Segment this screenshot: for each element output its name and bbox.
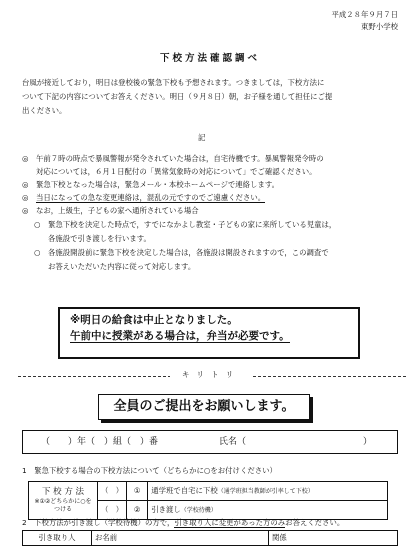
intro-line-3: 出ください。 xyxy=(22,106,67,115)
notice-box xyxy=(58,307,360,359)
q1-label: 1 緊急下校する場合の下校方法について（どちらかに○をお付けください） xyxy=(22,466,277,475)
q2-col-pickup: 引き取り人 xyxy=(23,531,92,546)
submit-banner: 全員のご提出をお願いします。 xyxy=(98,394,310,420)
intro-line-1: 台風が接近しており，明日は登校後の緊急下校も予想されます。つきましては，下校方法に xyxy=(22,78,325,87)
class-fields[interactable]: （ ）年（ ）組（ ）番 xyxy=(41,437,159,447)
sub-bullet-2b: お答えいただいた内容に従って対応します。 xyxy=(48,262,196,271)
q1-head-cell: 下 校 方 法 ※①②どちらかに○をつける xyxy=(29,482,98,520)
sub-bullet-1: ○ 緊急下校を決定した時点で，すでになかよし教室・子どもの家に来所している児童は， xyxy=(34,220,337,229)
q1-opt1-num: ① xyxy=(127,482,148,501)
q1-check-1[interactable]: （ ） xyxy=(98,482,127,501)
name-field-label[interactable]: 氏名（ xyxy=(219,437,247,447)
date: 平成２８年９月７日 xyxy=(331,10,398,19)
cut-label: キリトリ xyxy=(170,369,252,380)
q2-col-name[interactable]: お名前 xyxy=(92,531,269,546)
school-name: 東野小学校 xyxy=(361,22,398,31)
bullet-2: ◎ 緊急下校となった場合は，緊急メール・本校ホームページで連絡します。 xyxy=(22,180,280,189)
page-title: 下校方法確認調べ xyxy=(159,53,260,64)
sub-bullet-2: ○ 各施設開設前に緊急下校を決定した場合は，各施設は開設されますので，この調査で xyxy=(34,248,329,257)
bullet-3: ◎ 当日になっての急な変更連絡は，混乱の元ですのでご遠慮ください。 xyxy=(22,193,266,202)
notice-line-2: 午前中に授業がある場合は，弁当が必要です。 xyxy=(70,329,290,342)
q1-option-1: 通学班で自宅に下校（通学班担当教師が引率して下校） xyxy=(148,482,388,501)
bullet-4: ◎ なお，上級生，子どもの家へ通所されている場合 xyxy=(22,206,199,215)
bullet-1b: 対応については，６月１日配付の「異常気象時の対応について」でご確認ください。 xyxy=(36,167,317,176)
q2-table xyxy=(22,530,398,546)
q1-table xyxy=(28,481,388,520)
notice-line-1: ※明日の給食は中止となりました。 xyxy=(70,314,238,326)
q1-opt2-num: ② xyxy=(127,501,148,520)
intro-line-2: ついて下記の内容についてお答えください。明日（９月８日）朝，お子様を通して担任にご提 xyxy=(22,92,333,101)
name-box xyxy=(22,430,398,454)
name-field-close: ） xyxy=(363,437,373,447)
q1-option-2: 引き渡し（学校待機） xyxy=(148,501,388,520)
sub-bullet-1b: 各施設で引き渡しを行います。 xyxy=(48,234,151,243)
q1-check-2[interactable]: （ ） xyxy=(98,501,127,520)
q2-label: 2 下校方法が引き渡し（学校待機）の方で，引き取り人に変更があった方のみお答えください。 xyxy=(22,518,345,527)
ki-label: 記 xyxy=(198,133,206,142)
q2-col-relation[interactable]: 関係 xyxy=(269,531,398,546)
bullet-1: ◎ 午前７時の時点で暴風警報が発令されていた場合は，自宅待機です。暴風警報発令時の xyxy=(22,154,324,163)
